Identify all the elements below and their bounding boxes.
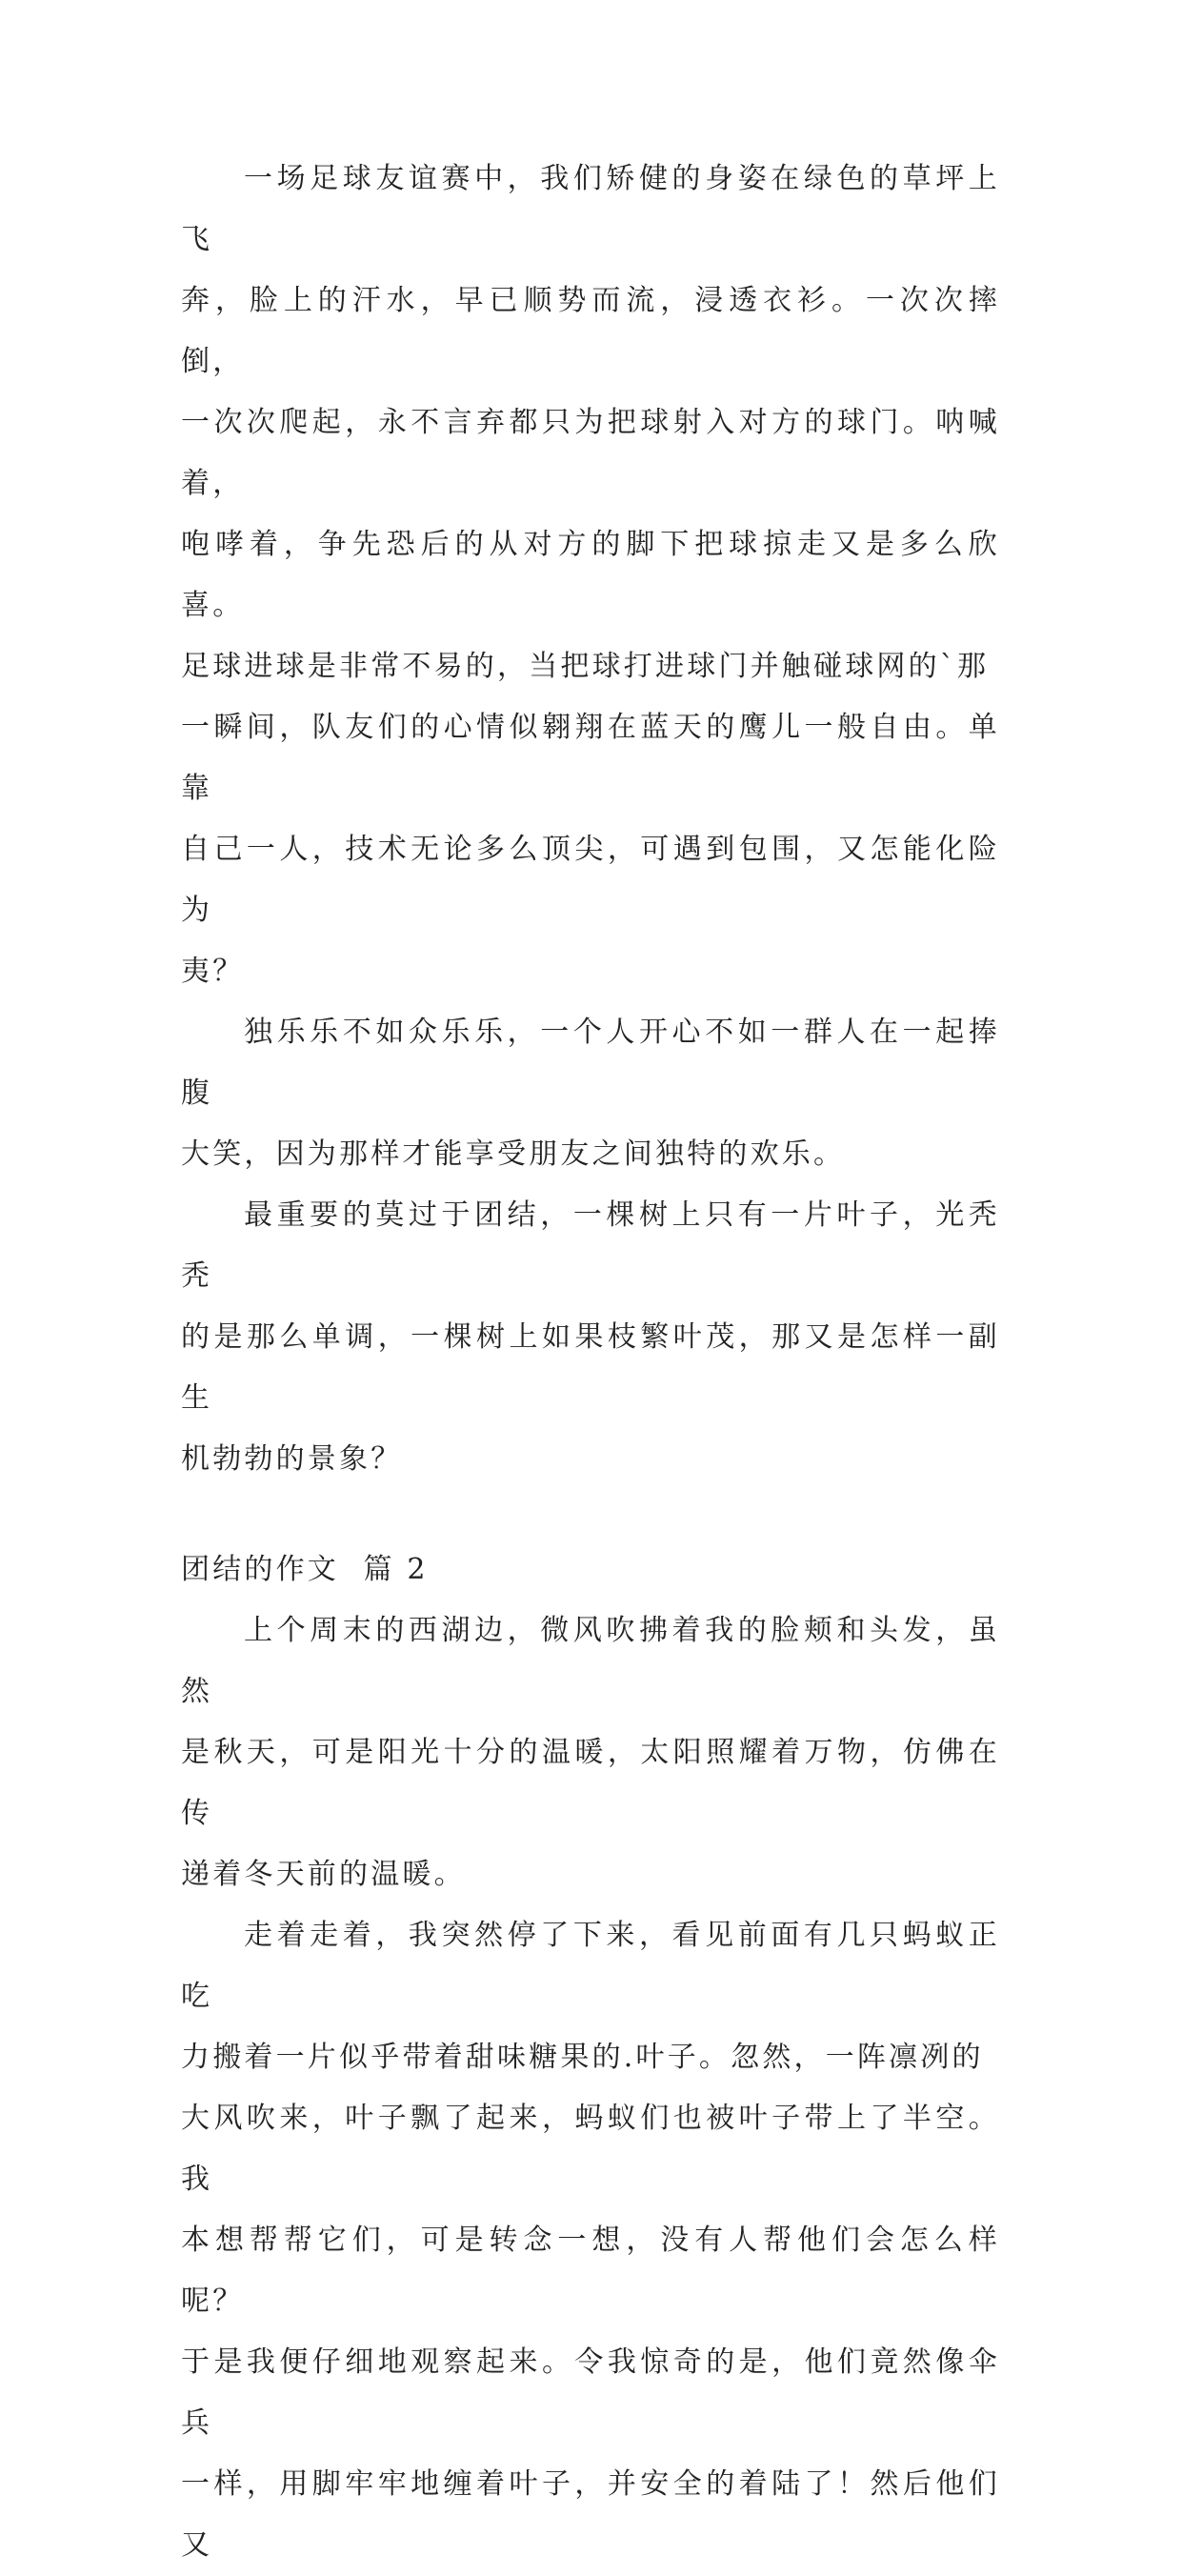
section-heading: 团结的作文 篇 2 <box>181 1553 429 1586</box>
paragraph: 上个周末的西湖边，微风吹拂着我的脸颊和头发，虽然 是秋天，可是阳光十分的温暖，太阳照耀着万物，仿佛在传 递着冬天前的温暖。 <box>181 1614 1000 1891</box>
paragraph: 走着走着，我突然停了下来，看见前面有几只蚂蚁正吃 力搬着一片似乎带着甜味糖果的.叶子。忽然，一阵凛冽的 大风吹来，叶子飘了起来，蚂蚁们也被叶子带上了半空。我 本想帮帮它们，可是转念一想，没有人帮他们会怎么样呢？ 于是我便仔细地观察起来。令我惊奇的是，他们竟然像伞兵 一样，用脚牢牢地缠着叶子，并安全的着陆了！然后他们又 <box>181 1919 1000 2562</box>
paragraph: 一场足球友谊赛中，我们矫健的身姿在绿色的草坪上飞 奔，脸上的汗水，早已顺势而流，浸透衣衫。一次次摔倒， 一次次爬起，永不言弃都只为把球射入对方的球门。呐喊着， 咆哮着，争先恐后的从对方的脚下把球掠走又是多么欣喜。 足球进球是非常不易的，当把球打进球门并触碰球网的`那 一瞬间，队友们的心情似翱翔在蓝天的鹰儿一般自由。单靠 自己一人，技术无论多么顶尖，可遇到包围，又怎能化险为 夷？ <box>181 162 1000 988</box>
paragraph: 最重要的莫过于团结，一棵树上只有一片叶子，光秃秃 的是那么单调，一棵树上如果枝繁叶茂，那又是怎样一副生 机勃勃的景象？ <box>181 1198 1000 1476</box>
document-body <box>181 149 1000 2576</box>
paragraph: 独乐乐不如众乐乐，一个人开心不如一群人在一起捧腹 大笑，因为那样才能享受朋友之间独特的欢乐。 <box>181 1016 1000 1171</box>
